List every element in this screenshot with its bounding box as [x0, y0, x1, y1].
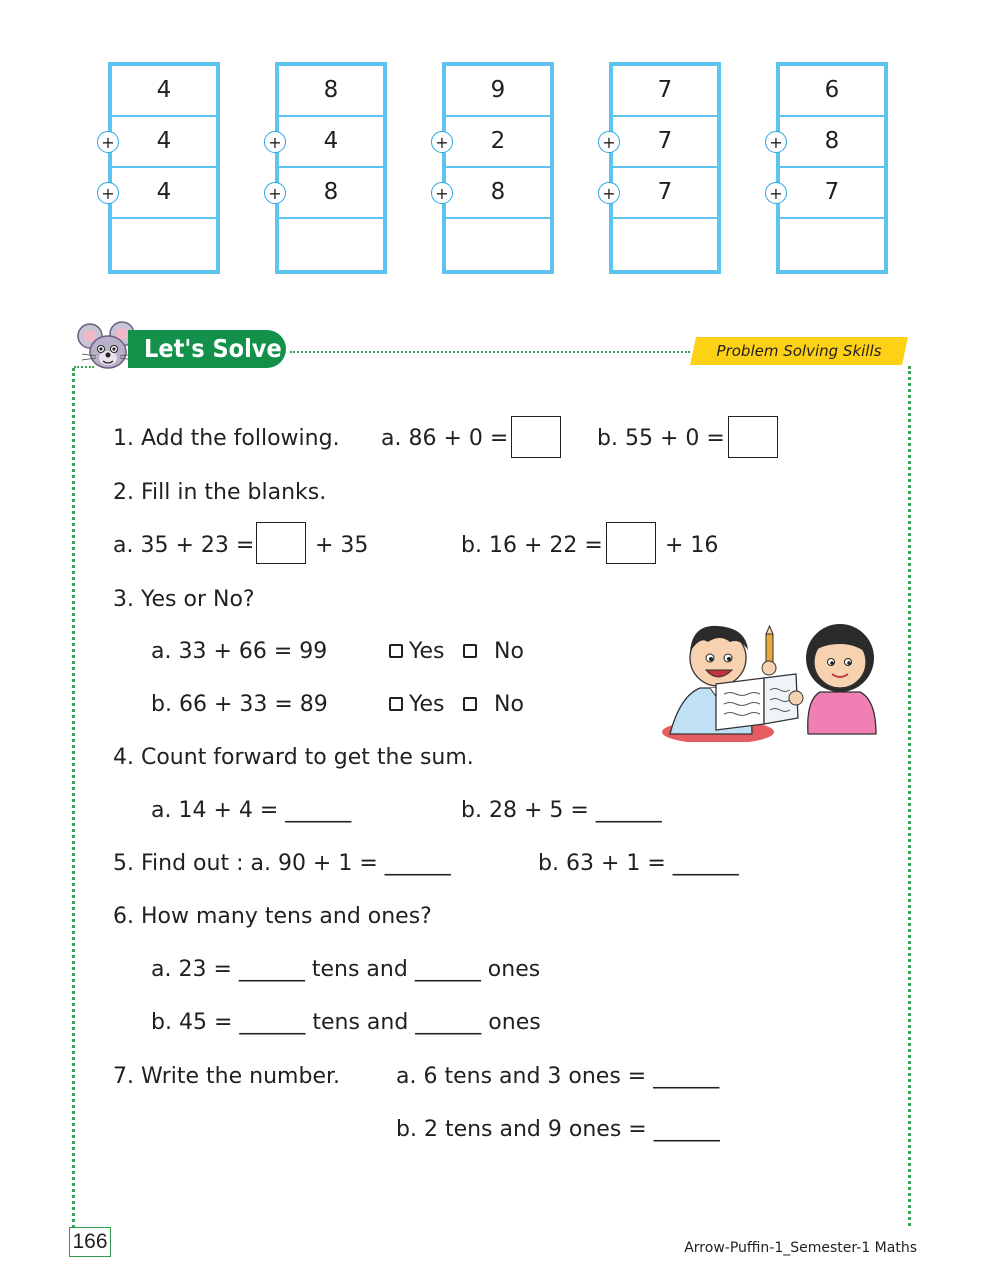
sum-answer-cell[interactable] — [780, 219, 884, 269]
addition-box — [108, 62, 220, 274]
q2-a-answer-box[interactable] — [256, 522, 306, 564]
q2-label: 2. Fill in the blanks. — [113, 480, 327, 505]
left-dotted-border — [72, 368, 75, 1228]
addition-box-inner — [613, 66, 717, 270]
addition-box — [275, 62, 387, 274]
q7-b: b. 2 tens and 9 ones = ______ — [396, 1117, 720, 1142]
plus-icon: + — [97, 131, 119, 153]
q2-b-left: b. 16 + 22 = — [461, 533, 603, 558]
q1-label: 1. Add the following. — [113, 426, 340, 451]
q3-b-yes-checkbox[interactable] — [389, 697, 403, 711]
q1-a-answer-box[interactable] — [511, 416, 561, 458]
q3-a-yes: Yes — [409, 639, 445, 664]
addition-box-inner — [780, 66, 884, 270]
plus-icon: + — [598, 131, 620, 153]
q3-b-no-checkbox[interactable] — [463, 697, 477, 711]
addend-top: 7 — [613, 66, 717, 117]
right-dotted-border — [908, 366, 911, 1226]
q2-b-answer-box[interactable] — [606, 522, 656, 564]
q2-a-left: a. 35 + 23 = — [113, 533, 255, 558]
plus-icon: + — [264, 131, 286, 153]
q1-a: a. 86 + 0 = — [381, 426, 509, 451]
plus-icon: + — [97, 182, 119, 204]
q7-a: a. 6 tens and 3 ones = ______ — [396, 1064, 720, 1089]
addend-bottom: 7 — [780, 168, 884, 219]
addition-box — [609, 62, 721, 274]
addition-box-inner — [112, 66, 216, 270]
q3-b: b. 66 + 33 = 89 — [151, 692, 328, 717]
plus-icon: + — [264, 182, 286, 204]
q6-b: b. 45 = ______ tens and ______ ones — [151, 1010, 541, 1035]
addend-top: 4 — [112, 66, 216, 117]
sum-answer-cell[interactable] — [279, 219, 383, 269]
section-title: Let's Solve — [128, 330, 286, 368]
q7-label: 7. Write the number. — [113, 1064, 340, 1089]
addend-bottom: 8 — [446, 168, 550, 219]
plus-icon: + — [765, 131, 787, 153]
q1-b-answer-box[interactable] — [728, 416, 778, 458]
addition-box-inner — [446, 66, 550, 270]
q5-label: 5. Find out : a. 90 + 1 = ______ — [113, 851, 451, 876]
plus-icon: + — [598, 182, 620, 204]
addend-top: 9 — [446, 66, 550, 117]
addend-top: 6 — [780, 66, 884, 117]
section-tag: Problem Solving Skills — [716, 342, 882, 360]
q2-a-right: + 35 — [315, 533, 369, 558]
addend-middle: 4 — [279, 117, 383, 168]
sum-answer-cell[interactable] — [112, 219, 216, 269]
addition-box-inner — [279, 66, 383, 270]
q3-b-yes: Yes — [409, 692, 445, 717]
addend-middle: 2 — [446, 117, 550, 168]
header-dotted-line — [290, 351, 690, 353]
addend-bottom: 4 — [112, 168, 216, 219]
plus-icon: + — [431, 182, 453, 204]
q3-b-no: No — [494, 692, 524, 717]
addend-middle: 7 — [613, 117, 717, 168]
q4-a: a. 14 + 4 = ______ — [151, 798, 352, 823]
plus-icon: + — [765, 182, 787, 204]
page-number: 166 — [69, 1227, 111, 1257]
plus-icon: + — [431, 131, 453, 153]
addition-box — [776, 62, 888, 274]
q3-a-no: No — [494, 639, 524, 664]
q1-b: b. 55 + 0 = — [597, 426, 725, 451]
children-reading-illustration — [660, 606, 882, 742]
q3-a: a. 33 + 66 = 99 — [151, 639, 328, 664]
q3-label: 3. Yes or No? — [113, 587, 255, 612]
q6-a: a. 23 = ______ tens and ______ ones — [151, 957, 541, 982]
sum-answer-cell[interactable] — [613, 219, 717, 269]
addend-middle: 4 — [112, 117, 216, 168]
q3-a-no-checkbox[interactable] — [463, 644, 477, 658]
q4-label: 4. Count forward to get the sum. — [113, 745, 474, 770]
q6-label: 6. How many tens and ones? — [113, 904, 432, 929]
footer-text: Arrow-Puffin-1_Semester-1 Maths — [684, 1240, 917, 1256]
q3-a-yes-checkbox[interactable] — [389, 644, 403, 658]
addend-middle: 8 — [780, 117, 884, 168]
sum-answer-cell[interactable] — [446, 219, 550, 269]
addend-bottom: 8 — [279, 168, 383, 219]
q4-b: b. 28 + 5 = ______ — [461, 798, 662, 823]
q2-b-right: + 16 — [665, 533, 719, 558]
addend-top: 8 — [279, 66, 383, 117]
addend-bottom: 7 — [613, 168, 717, 219]
q5-b: b. 63 + 1 = ______ — [538, 851, 739, 876]
addition-box — [442, 62, 554, 274]
